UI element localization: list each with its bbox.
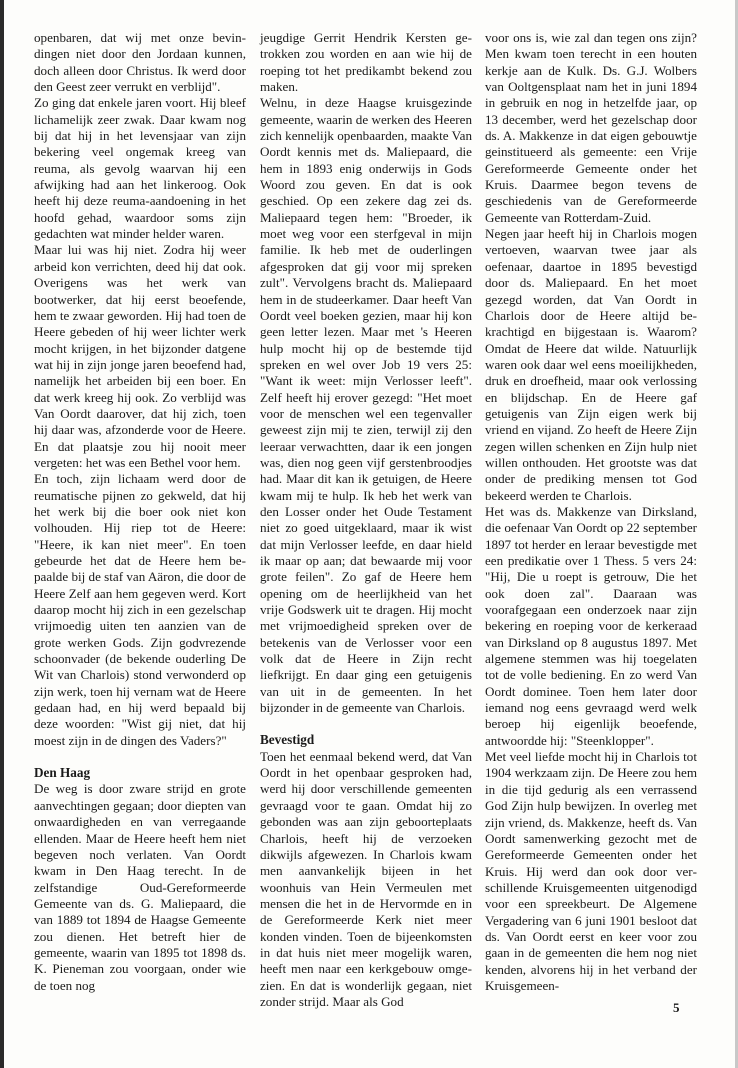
text-column-1 [34, 30, 246, 994]
text-column-2 [260, 30, 472, 1010]
section-heading-bevestigd: Bevestigd [260, 732, 315, 748]
paragraph: Toen het eenmaal bekend werd, dat Van Oordt in het openbaar gesproken had, werd hij door verschillende gemeenten gevraagd voor te gaan. Omdat hij zo gebonden was aan zijn geboorteplaats Charlois, heeft hij de verzoeken dikwijls afgewezen. In Charlois kwam men aanvankelijk bijeen in het woonhuis van Hein Vermeulen met mensen die het in de Hervormde en in de Gereformeerde Kerk niet meer konden vinden. Toen de bijeenkomsten in dat huis niet meer mogelijk waren, heeft men naar een kerkgebouw omgezien. En dat is wonderlijk gegaan, niet zonder strijd. Maar als God [260, 748, 472, 1009]
paragraph: Maar lui was hij niet. Zodra hij weer arbeid kon verrichten, deed hij dat ook. Overigens was het werk van bootwerker, dat hij eerst beoefende, hem te zwaar geworden. Hij had toen de Heere gebeden of hij weer lichter werk mocht krijgen, in het bijzonder datgene wat hij in zijn jonge jaren beoefend had, namelijk het arbeiden bij een boer. En dat werk kreeg hij ook. Zo verblijd was Van Oordt daarover, dat hij zich, toen hij daar was, afzonderde voor de Heere. En dat plaatsje zou hij nooit meer vergeten: het was een Bethel voor hem. [34, 242, 246, 470]
paragraph: Het was ds. Makkenze van Dirksland, die oefenaar Van Oordt op 22 september 1897 tot herder en leraar bevestigde met een predikatie over 1 Thess. 5 vers 24: "Hij, Die u roept is getrouw, Die het ook doen zal". Daaraan was voorafgegaan een onderzoek naar zijn bekering en roeping voor de kerkeraad van Dirksland op 8 augustus 1897. Met algemene stemmen was hij toegelaten tot de volle bediening. En zo werd Van Oordt dominee. Toen hem later door iemand nog eens gevraagd werd welk beroep hij eigenlijk beoefende, antwoordde hij: "Steenklopper". [485, 503, 697, 748]
scan-left-edge [0, 0, 4, 1068]
paragraph: openbaren, dat wij met onze bevindingen niet door den Jordaan kunnen, doch alleen door Christus. Ik werd door den Geest zeer verrukt en verblijd". [34, 30, 246, 95]
paragraph: Met veel liefde mocht hij in Charlois tot 1904 werkzaam zijn. De Heere zou hem in die tijd gedurig als een verrassend God Zijn hulp bewijzen. In overleg met zijn vriend, ds. Makkenze, heeft ds. Van Oordt samenwerking gezocht met de Gereformeerde Gemeenten onder het Kruis. Hij werd dan ook door verschillende Kruisgemeenten uitgenodigd voor een spreekbeurt. De Algemene Vergadering van 6 juni 1901 besloot dat ds. Van Oordt eerst en keer voor zou gaan in de gemeenten die hem nog niet kenden, alvorens hij in het verband der Kruisgemeen- [485, 749, 697, 993]
paragraph: voor ons is, wie zal dan tegen ons zijn? Men kwam toen terecht in een houten kerkje aan de Kulk. Ds. G.J. Wolbers van Ooltgensplaat nam het in juni 1894 in gebruik en nog in hetzelfde jaar, op 13 december, werd het gezelschap door ds. A. Makkenze in dat eigen gebouwtje geinstitueerd als gemeente: een Vrije Gereformeerde Gemeente onder het Kruis. Daarmee begon tevens de geschiedenis van de Gereformeerde Gemeente van Rotterdam-Zuid. [485, 30, 697, 225]
paragraph: En toch, zijn lichaam werd door de reumatische pijnen zo gekweld, dat hij het werk bij die boer ook niet kon volhouden. Hij riep tot de Heere: "Heere, ik kan niet meer". En toen gebeurde het dat de Heere hem bepaalde bij de staf van Aäron, die door de Heere Zelf aan hem gegeven werd. Kort daarop mocht hij zich in een gezelschap vrijmoedig uiten ten aanzien van de grote werken Gods. Zijn godvrezende schoonvader (de bekende ouderling De Wit van Charlois) stond verwonderd op zijn werk, toen hij vernam wat de Heere gedaan had, en hij werd bepaald bij deze woorden: "Wist gij niet, dat hij moest zijn in de dingen des Vaders?" [34, 471, 246, 748]
page-number: 5 [673, 1000, 680, 1015]
paragraph: De weg is door zware strijd en grote aanvechtingen gegaan; door diepten van onwaardigheden en van verregaande ellenden. Maar de Heere heeft hem niet begeven noch verlaten. Van Oordt kwam in Den Haag terecht. In de zelfstandige Oud-Gereformeerde Gemeente van ds. G. Maliepaard, die van 1889 tot 1894 de Haagse Gemeente zou dienen. Het betreft hier de gemeente, waarin van 1895 tot 1898 ds. K. Pieneman zou voorgaan, onder wie de toen nog [34, 781, 246, 993]
section-heading-den-haag: Den Haag [34, 765, 91, 781]
paragraph: Zo ging dat enkele jaren voort. Hij bleef lichamelijk zeer zwak. Daar kwam nog bij dat hij in het levensjaar van zijn bekering veel ongemak kreeg van reuma, als gevolg waarvan hij een afwijking had aan het linkeroog. Ook heeft hij deze reuma-aandoening in het hoofd gehad, waardoor soms zijn gedachten wat minder helder waren. [34, 95, 246, 242]
paragraph: Negen jaar heeft hij in Charlois mogen vertoeven, waarvan twee jaar als oefenaar, daartoe in 1895 bevestigd door ds. Maliepaard. En het moet gezegd worden, dat Van Oordt in Charlois door de Heere altijd bekrachtigd en bijgestaan is. Waarom? Omdat de Heere dat wilde. Natuurlijk waren ook daar wel eens moeilijkheden, druk en droefheid, maar ook verlossing en blijdschap. En de Heere gaf getuigenis van Zijn eigen werk bij vriend en vijand. Zo heeft de Heere Zijn zegen willen schenken en Zijn hulp niet willen onthouden. Het grootste was dat onder de prediking mensen tot God bekeerd werden te Charlois. [485, 226, 697, 503]
text-column-3 [485, 30, 697, 994]
paragraph: Welnu, in deze Haagse kruisgezinde gemeente, waarin de werken des Heeren zich kennelijk openbaarden, maakte Van Oordt kennis met ds. Maliepaard, die hem in 1893 enig onderwijs in Gods Woord zou geven. En dat is ook geschied. Op een zekere dag zei ds. Maliepaard tegen hem: "Broeder, ik moet weg voor een sterfgeval in mijn familie. Ik heb met de ouderlingen afgesproken dat gij voor mij spreken zult". Vervolgens bracht ds. Maliepaard hem in de studeerkamer. Daar heeft Van Oordt veel boeken gezien, maar hij kon geen letter lezen. Maar met 's Heeren hulp mocht hij op de bestemde tijd spreken en wel over Job 19 vers 25: "Want ik weet: mijn Verlosser leeft". Zelf heeft hij erover gezegd: "Het moet voor de menschen wel een tegenvaller geweest zijn mij te zien, terwijl zij den leeraar verwachtten, daar ik een jongen was, dien nog geen vijf gerstenbroodjes had. Maar dit kan ik getuigen, de Heere kwam mij te hulp. Ik heb het werk van den Losser onder het Oude Testament niet zo goed uitgeklaard, maar ik wist dat mijn Verlosser leefde, en daar hield ik maar op aan; dat bewaarde mij voor grote feilen". Zo gaf de Heere hem opening om de heerlijkheid van het vrije Godswerk uit te dragen. Hij mocht met vrijmoedigheid spreken over de betekenis van de Verlosser voor een volk dat de Heere in Zijn recht liefkrijgt. En daar ging een getuigenis van uit in de gemeenten. In het bijzonder in de gemeente van Charlois. [260, 95, 472, 716]
paragraph: jeugdige Gerrit Hendrik Kersten getrokken zou worden en aan wie hij de roeping tot het predikambt bekend zou maken. [260, 30, 472, 95]
